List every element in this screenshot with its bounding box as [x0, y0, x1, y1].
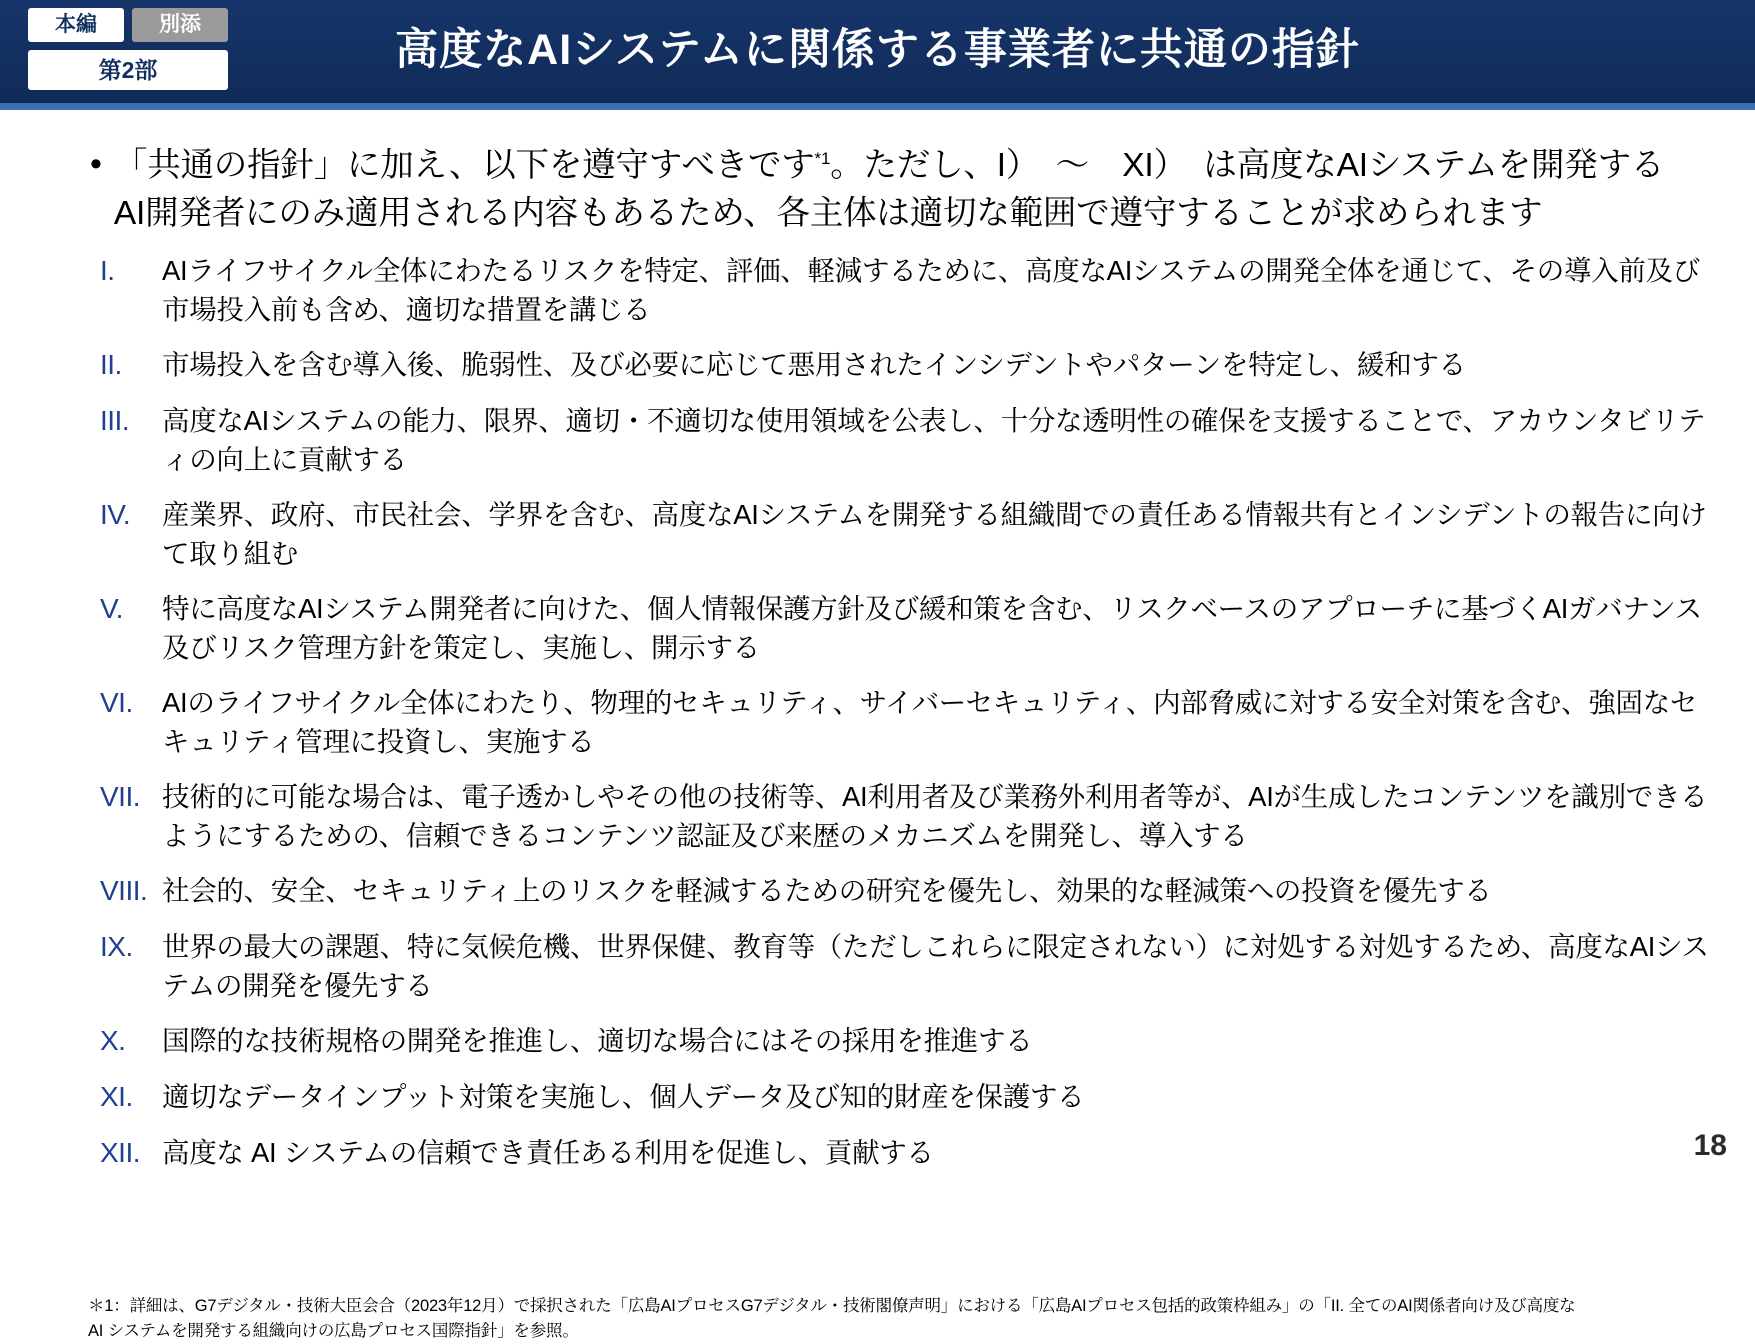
tab-appendix[interactable]: 別添	[132, 8, 228, 42]
footnote-marker: *1	[814, 148, 831, 168]
list-item	[100, 871, 1715, 911]
slide-body	[0, 142, 1755, 1340]
slide-header	[0, 0, 1755, 110]
list-item-number: I.	[100, 255, 115, 287]
list-item-number: V.	[100, 593, 123, 625]
header-accent-bar	[0, 103, 1755, 110]
list-item-text: 社会的、安全、セキュリティ上のリスクを軽減するための研究を優先し、効果的な軽減策への投資を優先する	[162, 875, 1492, 907]
list-item	[100, 251, 1715, 329]
lead-bullet-icon: •	[90, 145, 102, 183]
list-item-text: 国際的な技術規格の開発を推進し、適切な場合にはその採用を推進する	[162, 1025, 1033, 1057]
list-item	[100, 683, 1715, 761]
list-item-text: AIライフサイクル全体にわたるリスクを特定、評価、軽減するために、高度なAIシステムの開発全体を通じて、その導入前及び市場投入前も含め、適切な措置を講じる	[162, 255, 1700, 326]
list-item	[100, 777, 1715, 855]
list-item-text: 特に高度なAIシステム開発者に向けた、個人情報保護方針及び緩和策を含む、リスクベースのアプローチに基づくAIガバナンス及びリスク管理方針を策定し、実施し、開示する	[162, 593, 1702, 664]
list-item-text: 市場投入を含む導入後、脆弱性、及び必要に応じて悪用されたインシデントやパターンを特定し、緩和する	[162, 349, 1466, 381]
list-item-text: 高度なAIシステムの能力、限界、適切・不適切な使用領域を公表し、十分な透明性の確保を支援することで、アカウンタビリティの向上に貢献する	[162, 404, 1706, 476]
list-item	[100, 1021, 1715, 1061]
list-item-number: XII.	[100, 1136, 141, 1168]
list-item-text: 適切なデータインプット対策を実施し、個人データ及び知的財産を保護する	[162, 1081, 1085, 1113]
tab-main[interactable]: 本編	[28, 8, 124, 42]
list-item	[100, 927, 1715, 1005]
list-item-number: IV.	[100, 499, 131, 531]
list-item	[100, 1133, 1715, 1173]
list-item-text: 世界の最大の課題、特に気候危機、世界保健、教育等（ただしこれらに限定されない）に対処する対処するため、高度なAIシステムの開発を優先する	[162, 931, 1709, 1002]
list-item	[100, 495, 1715, 573]
list-item-number: VII.	[100, 781, 141, 813]
list-item-number: X.	[100, 1025, 126, 1057]
list-item	[100, 401, 1715, 479]
list-item	[100, 1077, 1715, 1117]
lead-text-part1: 「共通の指針」に加え、以下を遵守すべきです	[113, 147, 815, 184]
list-item-text: AIのライフサイクル全体にわたり、物理的セキュリティ、サイバーセキュリティ、内部脅威に対する安全対策を含む、強固なセキュリティ管理に投資し、実施する	[162, 687, 1698, 758]
lead-text	[114, 142, 1664, 237]
guideline-list	[0, 251, 1755, 1172]
page-number: 18	[1693, 1128, 1727, 1162]
list-item-number: VI.	[100, 687, 133, 719]
list-item-number: II.	[100, 349, 122, 381]
list-item-number: XI.	[100, 1081, 133, 1113]
list-item-text: 高度な AI システムの信頼でき責任ある利用を促進し、貢献する	[162, 1136, 934, 1168]
list-item	[100, 589, 1715, 667]
lead-text-part2: 。ただし、I） ～ XI） は高度なAIシステムを開発する	[830, 147, 1665, 184]
list-item-text: 技術的に可能な場合は、電子透かしやその他の技術等、AI利用者及び業務外利用者等が、AIが生成したコンテンツを識別できるようにするための、信頼できるコンテンツ認証及び来歴のメカニズムを開発し、導入する	[162, 781, 1708, 852]
list-item-text: 産業界、政府、市民社会、学界を含む、高度なAIシステムを開発する組織間での責任ある情報共有とインシデントの報告に向けて取り組む	[162, 499, 1707, 570]
list-item-number: III.	[100, 404, 130, 436]
list-item	[100, 345, 1715, 385]
lead-paragraph	[0, 142, 1755, 237]
list-item-number: VIII.	[100, 875, 148, 907]
part-label: 第2部	[28, 50, 228, 90]
list-item-number: IX.	[100, 931, 133, 963]
footnote-text: ＊1：詳細は、G7デジタル・技術大臣会合（2023年12月）で採択された「広島AIプロセスG7デジタル・技術閣僚声明」における「広島AIプロセス包括的政策枠組み」の「II. 全てのAI関係者向け及び高度な AI システムを開発する組織向けの広島プロセス国際指針」を参照。	[88, 1297, 1576, 1340]
lead-text-line2: AI開発者にのみ適用される内容もあるため、各主体は適切な範囲で遵守することが求められます	[113, 194, 1543, 232]
page-title: 高度なAIシステムに関係する事業者に共通の指針	[395, 26, 1360, 74]
